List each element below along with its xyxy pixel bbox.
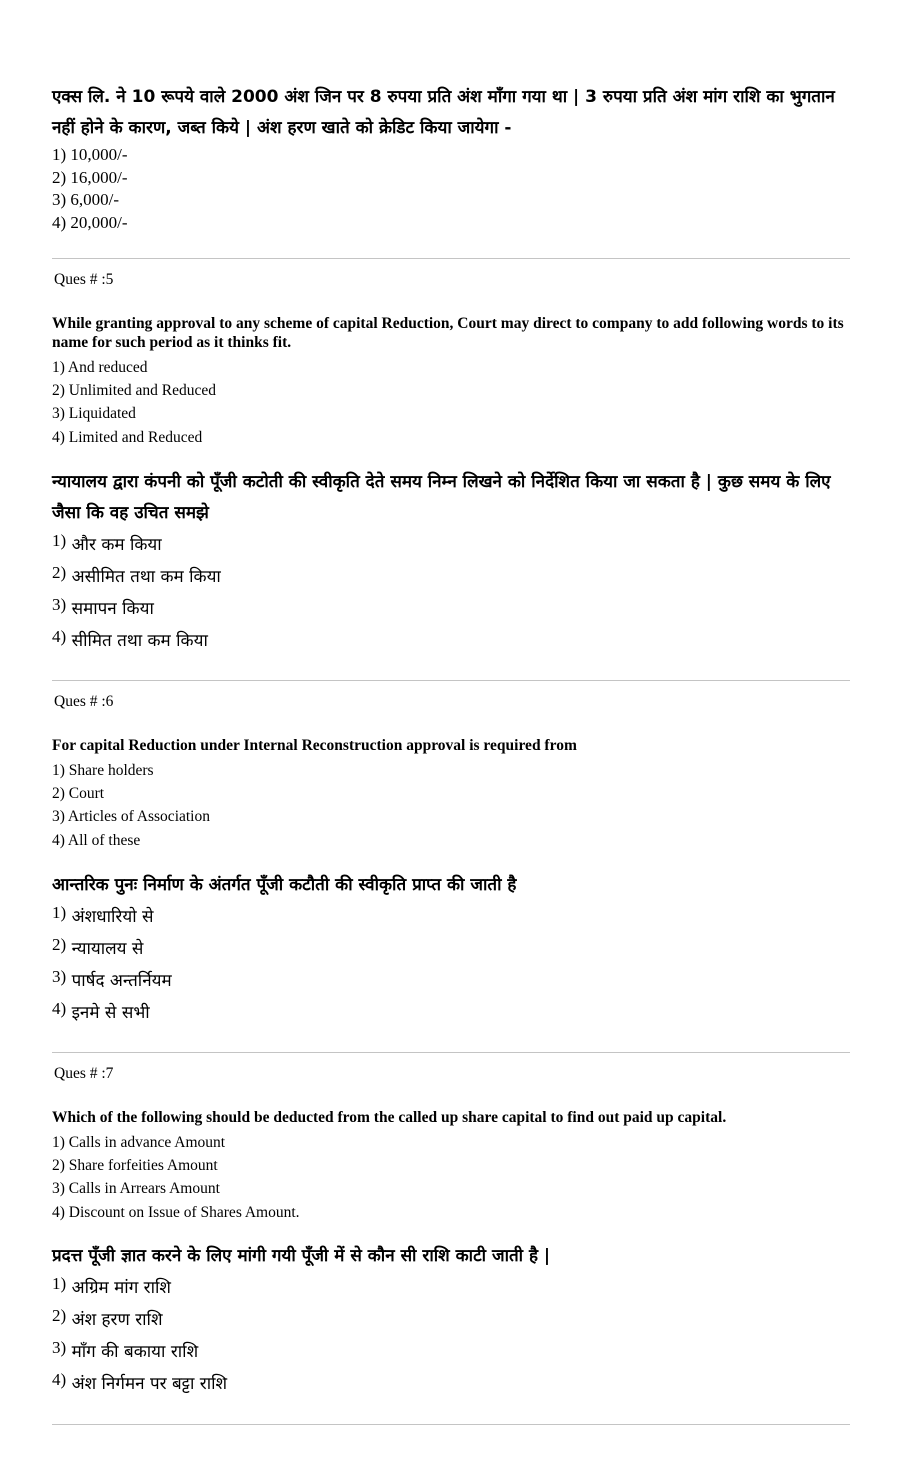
q5-block (52, 314, 852, 449)
divider (52, 1052, 850, 1053)
q5-hindi-option-2: 2) असीमित तथा कम किया (52, 563, 221, 587)
q6-hindi-question: आन्तरिक पुनः निर्माण के अंतर्गत पूँजी कटौती की स्वीकृति प्राप्त की जाती है (52, 875, 517, 895)
q5-hindi-option-1: 1) और कम किया (52, 531, 162, 555)
q7-hindi-option-3: 3) माँग की बकाया राशि (52, 1338, 199, 1362)
q7-hindi-block (52, 1241, 852, 1400)
q7-option-3: 3) Calls in Arrears Amount (52, 1180, 220, 1198)
q4-option-3: 3) 6,000/- (52, 190, 120, 209)
q7-hindi-option-1: 1) अग्रिम मांग राशि (52, 1274, 171, 1298)
q7-label: Ques # :7 (54, 1065, 114, 1082)
q5-option-2: 2) Unlimited and Reduced (52, 382, 216, 400)
q6-question: For capital Reduction under Internal Reconstruction approval is required from (52, 737, 577, 754)
q6-hindi-option-3: 3) पार्षद अन्तर्नियम (52, 967, 172, 991)
q5-option-3: 3) Liquidated (52, 405, 136, 423)
q5-label: Ques # :5 (54, 271, 114, 288)
divider (52, 1424, 850, 1425)
q5-option-4: 4) Limited and Reduced (52, 428, 203, 446)
q7-hindi-question: प्रदत्त पूँजी ज्ञात करने के लिए मांगी गयी पूँजी में से कौन सी राशि काटी जाती है | (52, 1246, 551, 1266)
q6-hindi-option-1: 1) अंशधारियो से (52, 903, 154, 927)
q5-option-1: 1) And reduced (52, 359, 148, 376)
q5-hindi-option-4: 4) सीमित तथा कम किया (52, 627, 208, 651)
q5-hindi-option-3: 3) समापन किया (52, 595, 154, 619)
q7-option-1: 1) Calls in advance Amount (52, 1134, 226, 1151)
q4-hindi-question: एक्स लि. ने 10 रूपये वाले 2000 अंश जिन पर 8 रुपया प्रति अंश माँगा गया था | 3 रुपया प्रति अंश मांग राशि का भुगतान नहीं होने के कारण, जब्त किये | अंश हरण खाते को क्रेडिट किया जायेगा - (52, 87, 835, 138)
q7-hindi-option-4: 4) अंश निर्गमन पर बट्टा राशि (52, 1370, 228, 1394)
q5-question: While granting approval to any scheme of capital Reduction, Court may direct to company to add following words to its name for such period as it thinks fit. (52, 315, 844, 351)
q6-label: Ques # :6 (54, 693, 114, 710)
q6-option-2: 2) Court (52, 785, 105, 803)
q5-hindi-block (52, 467, 852, 657)
q6-option-3: 3) Articles of Association (52, 808, 210, 826)
q6-block (52, 736, 852, 852)
q4-option-1: 1) 10,000/- (52, 145, 128, 164)
q6-hindi-option-4: 4) इनमे से सभी (52, 999, 150, 1023)
divider (52, 258, 850, 259)
q4-option-2: 2) 16,000/- (52, 167, 128, 187)
q6-hindi-option-2: 2) न्यायालय से (52, 935, 144, 959)
q7-block (52, 1108, 852, 1224)
q5-hindi-question: न्यायालय द्वारा कंपनी को पूँजी कटोती की स्वीकृति देते समय निम्न लिखने को निर्देशित किया जा सकता है | कुछ समय के लिए जैसा कि वह उचित समझे (52, 472, 831, 523)
q6-option-1: 1) Share holders (52, 762, 154, 779)
q4-option-4: 4) 20,000/- (52, 212, 128, 232)
q7-option-4: 4) Discount on Issue of Shares Amount. (52, 1203, 300, 1221)
q4-block (52, 82, 852, 234)
q7-option-2: 2) Share forfeities Amount (52, 1157, 218, 1175)
q7-hindi-option-2: 2) अंश हरण राशि (52, 1306, 163, 1330)
divider (52, 680, 850, 681)
q6-option-4: 4) All of these (52, 831, 141, 849)
q6-hindi-block (52, 870, 852, 1029)
q7-question: Which of the following should be deducted from the called up share capital to find out paid up capital. (52, 1109, 727, 1126)
